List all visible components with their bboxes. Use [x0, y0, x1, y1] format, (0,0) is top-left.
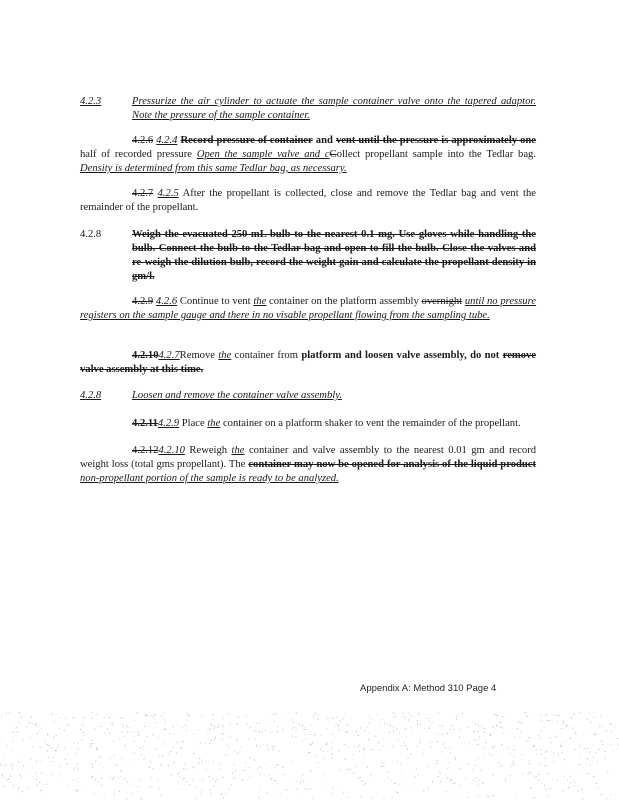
- section-4-2-5: [80, 187, 536, 215]
- section-4-2-8: 4.2.8 Loosen and remove the container valve assembly.: [80, 389, 536, 403]
- section-4-2-3: [80, 95, 536, 123]
- section-text: 4.2.104.2.7Remove the container from platform and loosen valve assembly, do not remove valve assembly at this time.: [80, 350, 537, 375]
- section-text: Loosen and remove the container valve assembly.: [132, 390, 342, 401]
- section-text: 4.2.6 4.2.4 Record pressure of container and vent until the pressure is approximately one half of recorded pressure Open the sample valve and cCollect propellant sample into the Tedlar bag. Density is determined from this same Tedlar bag, as necessary.: [80, 135, 537, 174]
- section-text: Pressurize the air cylinder to actuate the sample container valve onto the tapered adaptor. Note the pressure of the sample container.: [132, 96, 536, 121]
- section-4-2-4: [80, 134, 536, 176]
- scan-noise: [0, 712, 619, 800]
- section-text: 4.2.7 4.2.5 After the propellant is collected, close and remove the Tedlar bag and vent the remainder of the propellant.: [80, 188, 536, 213]
- section-text: 4.2.114.2.9 Place the container on a platform shaker to vent the remainder of the propellant.: [132, 418, 521, 429]
- section-4-2-6: [80, 295, 536, 323]
- section-4-2-7: [80, 349, 536, 377]
- section-4-2-8-struck: 4.2.8 Weigh the evacuated 250-mL bulb to the nearest 0.1 mg. Use gloves while handling the bulb. Connect the bulb to the Tedlar bag and open to fill the bulb. Close the valves and re-weigh the dilution bulb, record the weight gain and calculate the propellant density in gm/l.: [80, 229, 536, 282]
- section-text: 4.2.124.2.10 Reweigh the container and valve assembly to the nearest 0.01 gm and record weight loss (total gms propellant). The container may now be opened for analysis of the liquid product non-propellant portion of the sample is ready to be analyzed.: [80, 445, 537, 484]
- section-text: Weigh the evacuated 250-mL bulb to the nearest 0.1 mg. Use gloves while handling the bulb. Connect the bulb to the Tedlar bag and open to fill the bulb. Close the valves and re-weigh the dilution bulb, record the weight gain and calculate the propellant density in gm/l.: [132, 229, 536, 282]
- section-number: 4.2.3: [80, 96, 102, 107]
- section-4-2-9: [80, 417, 536, 431]
- section-4-2-10: [80, 444, 536, 486]
- page-footer: Appendix A: Method 310 Page 4: [360, 683, 497, 694]
- section-text: 4.2.9 4.2.6 Continue to vent the container on the platform assembly overnight until no pressure registers on the sample gauge and there in no visable propellant flowing from the sampling tube.: [80, 296, 537, 321]
